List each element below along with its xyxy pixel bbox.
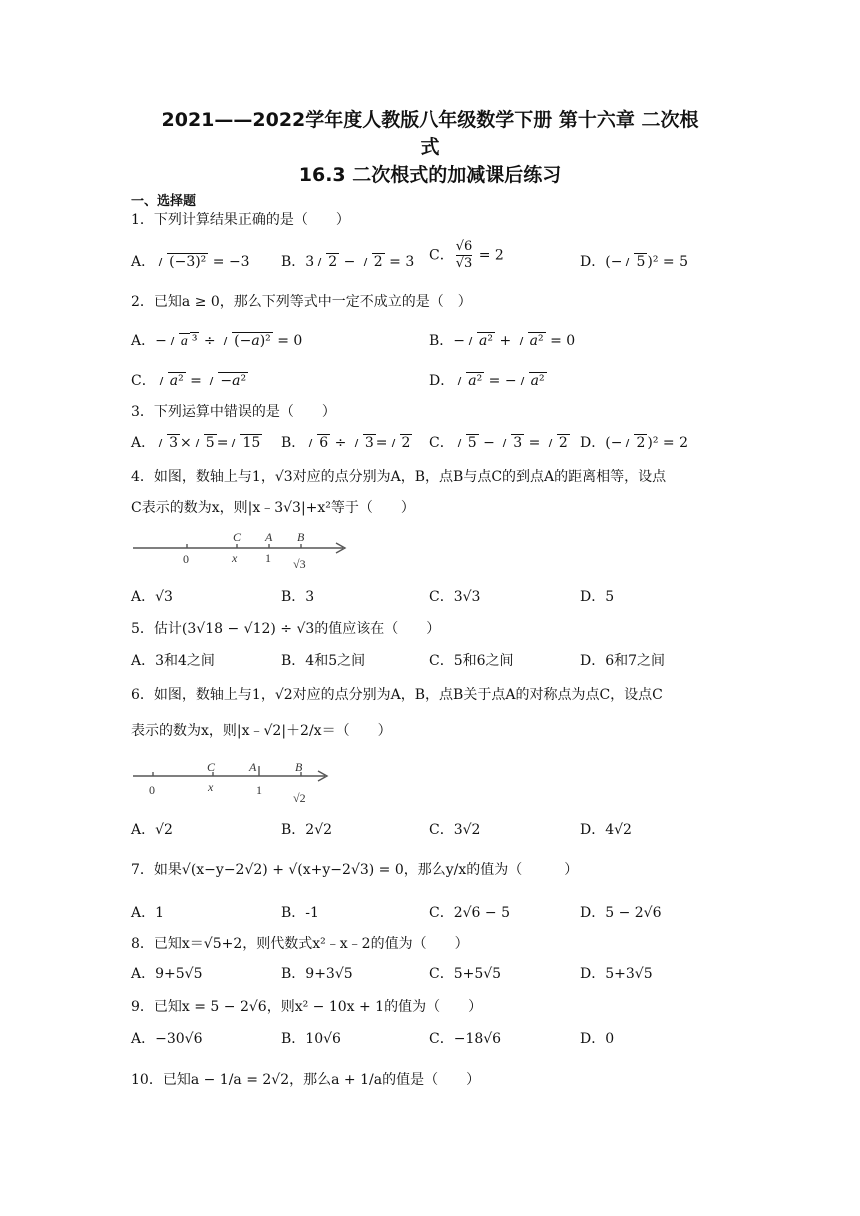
option-c: C．5和6之间 [429,653,514,669]
option-d: D．(− 5 )² = 5 [580,251,688,273]
question-4-stem-line-2: C表示的数为x，则|x﹣3√3|+x²等于（ ） [131,500,415,516]
option-d: D． a² = − a² [429,370,547,392]
question-3-options [131,432,771,456]
point-a: A [249,760,257,774]
option-c: C．−18√6 [429,1031,502,1047]
question-7-stem: 7．如果√(x−y−2√2) + √(x+y−2√3) = 0，那么y/x的值为（ ） [131,862,579,878]
option-b: B．− a² + a² = 0 [429,330,575,352]
title-line-1: 2021——2022学年度人教版八年级数学下册 第十六章 二次根 [161,109,699,131]
option-c: C．2√6 − 5 [429,905,510,921]
question-8-stem: 8．已知x＝√5+2，则代数式x²﹣x﹣2的值为（ ） [131,936,469,952]
option-b: B．3 2 − 2 = 3 [281,251,414,273]
option-d: D．4√2 [580,822,632,838]
option-a: A．√2 [131,822,173,838]
option-c: C．5+5√5 [429,966,502,982]
question-2-options-cd [131,370,771,394]
option-a: A．− a ³ ÷ (−a)² = 0 [131,330,302,353]
option-a: A． 3 × 5 = 15 [131,432,262,454]
question-4-options [131,586,771,610]
question-7-options [131,902,771,926]
point-a: A [265,530,273,544]
option-a: A．−30√6 [131,1031,203,1047]
option-d: D．(− 2 )² = 2 [580,432,688,454]
option-b: B．10√6 [281,1031,341,1047]
option-a: A．3和4之间 [131,653,215,669]
option-b: B．3 [281,589,315,605]
point-c: C [233,530,242,544]
option-c: C． a² = −a² [131,370,248,392]
option-b: B．9+3√5 [281,966,353,982]
axis-label-zero: 0 [183,552,189,566]
axis-label-zero: 0 [149,783,155,797]
option-b: B． 6 ÷ 3 = 2 [281,432,412,454]
option-b: B．-1 [281,905,319,921]
option-d: D．5 − 2√6 [580,905,662,921]
option-b: B．2√2 [281,822,333,838]
option-c: C． 5 − 3 = 2 [429,432,570,454]
question-1-stem: 1．下列计算结果正确的是（ ） [131,212,350,228]
option-a: A． (−3)² = −3 [131,251,250,273]
axis-label-x: x [232,551,238,565]
number-line-q4 [131,528,361,574]
axis-label-one: 1 [256,783,262,797]
option-d: D．6和7之间 [580,653,666,669]
axis-label-one: 1 [265,551,271,565]
option-b: B．4和5之间 [281,653,366,669]
question-6-stem-line-2: 表示的数为x，则|x﹣√2|＋2/x＝（ ） [131,723,392,739]
point-c: C [207,760,216,774]
option-a: A．1 [131,905,165,921]
point-b: B [297,530,305,544]
question-1-options [131,239,771,275]
option-a: A．9+5√5 [131,966,203,982]
option-c: C．3√2 [429,822,481,838]
question-9-options [131,1028,771,1052]
question-9-stem: 9．已知x = 5 − 2√6，则x² − 10x + 1的值为（ ） [131,999,483,1015]
option-d: D．5+3√5 [580,966,653,982]
title-line-3: 16.3 二次根式的加减课后练习 [298,164,562,186]
title-line-2: 式 [420,136,440,158]
question-10-stem: 10．已知a − 1/a = 2√2，那么a + 1/a的值是（ ） [131,1072,481,1088]
axis-label-sqrt2: √2 [293,791,306,805]
number-line-q6 [131,760,341,806]
question-6-options [131,819,771,843]
question-2-options-ab [131,330,771,354]
question-2-stem: 2．已知a ≥ 0，那么下列等式中一定不成立的是（ ） [131,294,472,310]
section-heading: 一、选择题 [131,194,197,209]
axis-label-x: x [208,780,214,794]
question-4-stem-line-1: 4．如图，数轴上与1，√3对应的点分别为A，B，点B与点C的到点A的距离相等，设点 [131,469,667,485]
option-c: C．3√3 [429,589,481,605]
option-d: D．5 [580,589,615,605]
question-6-stem-line-1: 6．如图，数轴上与1，√2对应的点分别为A，B，点B关于点A的对称点为点C，设点C [131,687,663,703]
question-8-options [131,963,771,987]
option-a: A．√3 [131,589,173,605]
option-c: C． $\frac{√6}{√3}$ = 2 [429,239,504,271]
question-5-options [131,650,771,674]
question-5-stem: 5．估计(3√18 − √12) ÷ √3的值应该在（ ） [131,621,441,637]
point-b: B [295,760,303,774]
option-d: D．0 [580,1031,615,1047]
axis-label-sqrt3: √3 [293,557,306,571]
question-3-stem: 3．下列运算中错误的是（ ） [131,404,336,420]
